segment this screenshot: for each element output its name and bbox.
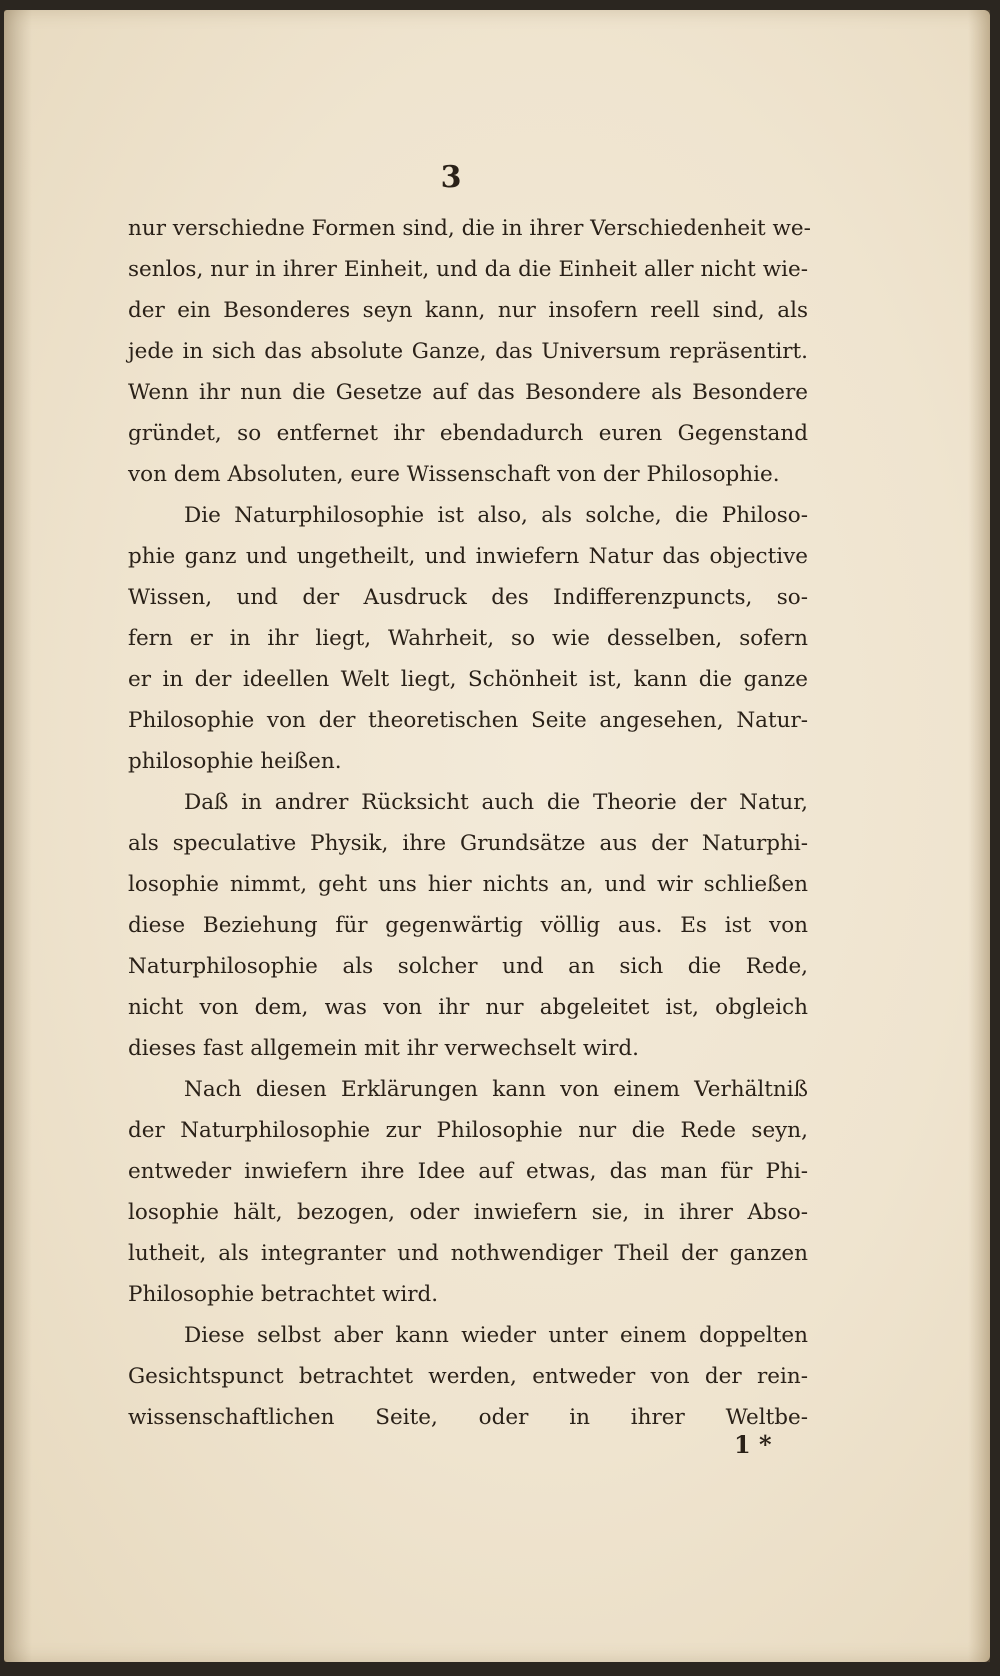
spine-shadow: [4, 10, 32, 1662]
text-line: wissenschaftlichen Seite, oder in ihrer Weltbe-: [128, 1405, 808, 1430]
text-line: diese Beziehung für gegenwärtig völlig aus. Es ist von: [128, 913, 808, 938]
text-line: nur verschiedne Formen sind, die in ihrer Verschiedenheit we-: [128, 216, 811, 241]
text-line: fern er in ihr liegt, Wahrheit, so wie desselben, sofern: [128, 626, 808, 651]
text-line: entweder inwiefern ihre Idee auf etwas, das man für Phi-: [128, 1159, 808, 1184]
text-line: jede in sich das absolute Ganze, das Universum repräsentirt.: [128, 339, 808, 364]
text-line: senlos, nur in ihrer Einheit, und da die Einheit aller nicht wie-: [128, 257, 808, 282]
text-line: als speculative Physik, ihre Grundsätze aus der Naturphi-: [128, 831, 808, 856]
paragraph-first-line: Die Naturphilosophie ist also, als solche, die Philoso-: [184, 503, 808, 528]
signature-mark: 1 *: [734, 1430, 772, 1459]
paragraph-first-line: Diese selbst aber kann wieder unter einem doppelten: [184, 1323, 808, 1348]
text-line: der Naturphilosophie zur Philosophie nur die Rede seyn,: [128, 1118, 808, 1143]
text-line: von dem Absoluten, eure Wissenschaft von der Philosophie.: [128, 462, 780, 487]
text-line: Wissen, und der Ausdruck des Indifferenzpuncts, so-: [128, 585, 808, 610]
text-line: dieses fast allgemein mit ihr verwechselt wird.: [128, 1036, 639, 1061]
text-line: gründet, so entfernet ihr ebendadurch euren Gegenstand: [128, 421, 808, 446]
paragraph-first-line: Nach diesen Erklärungen kann von einem Verhältniß: [184, 1077, 808, 1102]
text-line: lutheit, als integranter und nothwendiger Theil der ganzen: [128, 1241, 808, 1266]
text-line: Philosophie von der theoretischen Seite angesehen, Natur-: [128, 708, 808, 733]
text-line: Philosophie betrachtet wird.: [128, 1282, 439, 1307]
text-line: losophie hält, bezogen, oder inwiefern sie, in ihrer Abso-: [128, 1200, 808, 1225]
text-line: der ein Besonderes seyn kann, nur insofern reell sind, als: [128, 298, 808, 323]
text-line: Naturphilosophie als solcher und an sich die Rede,: [128, 954, 808, 979]
text-line: nicht von dem, was von ihr nur abgeleitet ist, obgleich: [128, 995, 808, 1020]
text-line: phie ganz und ungetheilt, und inwiefern Natur das objective: [128, 544, 808, 569]
page-edge-shadow: [968, 10, 990, 1662]
body-text: [128, 208, 811, 1438]
text-line: er in der ideellen Welt liegt, Schönheit ist, kann die ganze: [128, 667, 808, 692]
text-line: Gesichtspunct betrachtet werden, entweder von der rein-: [128, 1364, 808, 1389]
text-line: losophie nimmt, geht uns hier nichts an, und wir schließen: [128, 872, 808, 897]
paragraph-first-line: Daß in andrer Rücksicht auch die Theorie der Natur,: [184, 790, 808, 815]
page-number: 3: [440, 160, 462, 195]
text-line: Wenn ihr nun die Gesetze auf das Besondere als Besondere: [128, 380, 808, 405]
text-line: philosophie heißen.: [128, 749, 342, 774]
